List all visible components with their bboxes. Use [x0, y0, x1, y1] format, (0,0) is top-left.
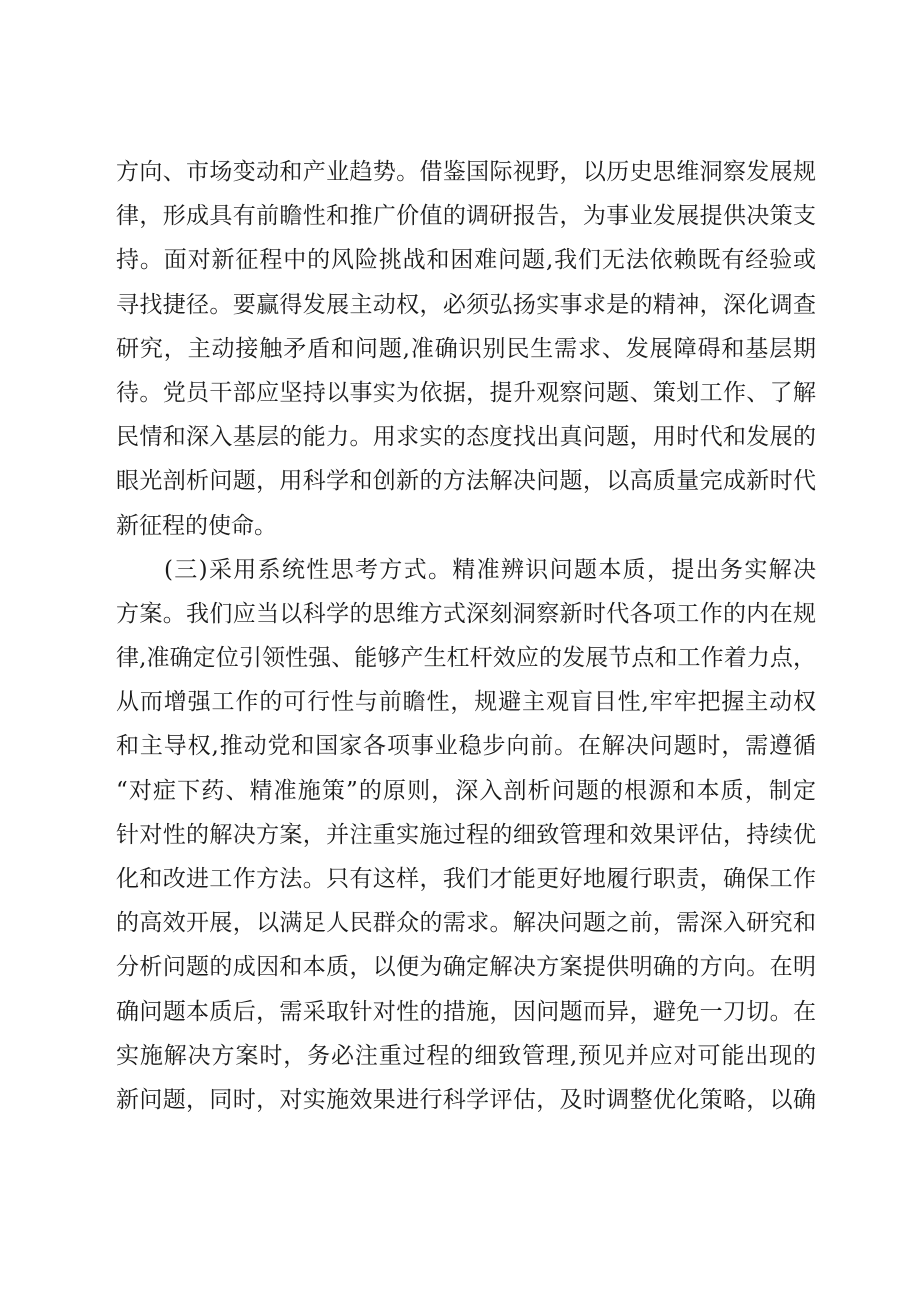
text-line: 寻找捷径。要赢得发展主动权，必须弘扬实事求是的精神，深化调查	[116, 291, 816, 318]
text-line: 方向、市场变动和产业趋势。借鉴国际视野，以历史思维洞察发展规	[116, 159, 816, 185]
text-line: 方案。我们应当以科学的思维方式深刻洞察新时代各项工作的内在规	[116, 600, 816, 627]
section-heading-line: (三)采用系统性思考方式。精准辨识问题本质，提出务实解决	[164, 556, 816, 583]
text-line: 研究，主动接触矛盾和问题,准确识别民生需求、发展障碍和基层期	[116, 335, 816, 362]
text-line: 的高效开展，以满足人民群众的需求。解决问题之前，需深入研究和	[116, 910, 816, 937]
text-line: “对症下药、精准施策”的原则，深入剖析问题的根源和本质，制定	[116, 777, 816, 804]
text-line: 新征程的使命。	[116, 512, 277, 539]
text-line: 新问题，同时，对实施效果进行科学评估，及时调整优化策略，以确	[116, 1086, 816, 1113]
text-line: 和主导权,推动党和国家各项事业稳步向前。在解决问题时，需遵循	[116, 733, 816, 760]
text-line: 分析问题的成因和本质，以便为确定解决方案提供明确的方向。在明	[116, 954, 816, 981]
text-line: 针对性的解决方案，并注重实施过程的细致管理和效果评估，持续优	[116, 821, 816, 848]
text-line: 民情和深入基层的能力。用求实的态度找出真问题，用时代和发展的	[116, 424, 816, 451]
text-line: 待。党员干部应坚持以事实为依据，提升观察问题、策划工作、了解	[116, 379, 816, 406]
paragraph-1	[116, 150, 816, 548]
paragraph-2	[116, 548, 816, 1122]
text-line: 确问题本质后，需采取针对性的措施，因问题而异，避免一刀切。在	[116, 998, 816, 1025]
body-text	[116, 150, 816, 1122]
text-line: 实施解决方案时，务必注重过程的细致管理,预见并应对可能出现的	[116, 1042, 816, 1069]
text-line: 律,准确定位引领性强、能够产生杠杆效应的发展节点和工作着力点，	[116, 645, 816, 672]
text-line: 从而增强工作的可行性与前瞻性，规避主观盲目性,牢牢把握主动权	[116, 689, 816, 716]
text-line: 眼光剖析问题，用科学和创新的方法解决问题，以高质量完成新时代	[116, 468, 816, 495]
text-line: 律，形成具有前瞻性和推广价值的调研报告，为事业发展提供决策支	[116, 203, 816, 230]
text-line: 持。面对新征程中的风险挑战和困难问题,我们无法依赖既有经验或	[116, 247, 816, 274]
text-line: 化和改进工作方法。只有这样，我们才能更好地履行职责，确保工作	[116, 866, 816, 892]
